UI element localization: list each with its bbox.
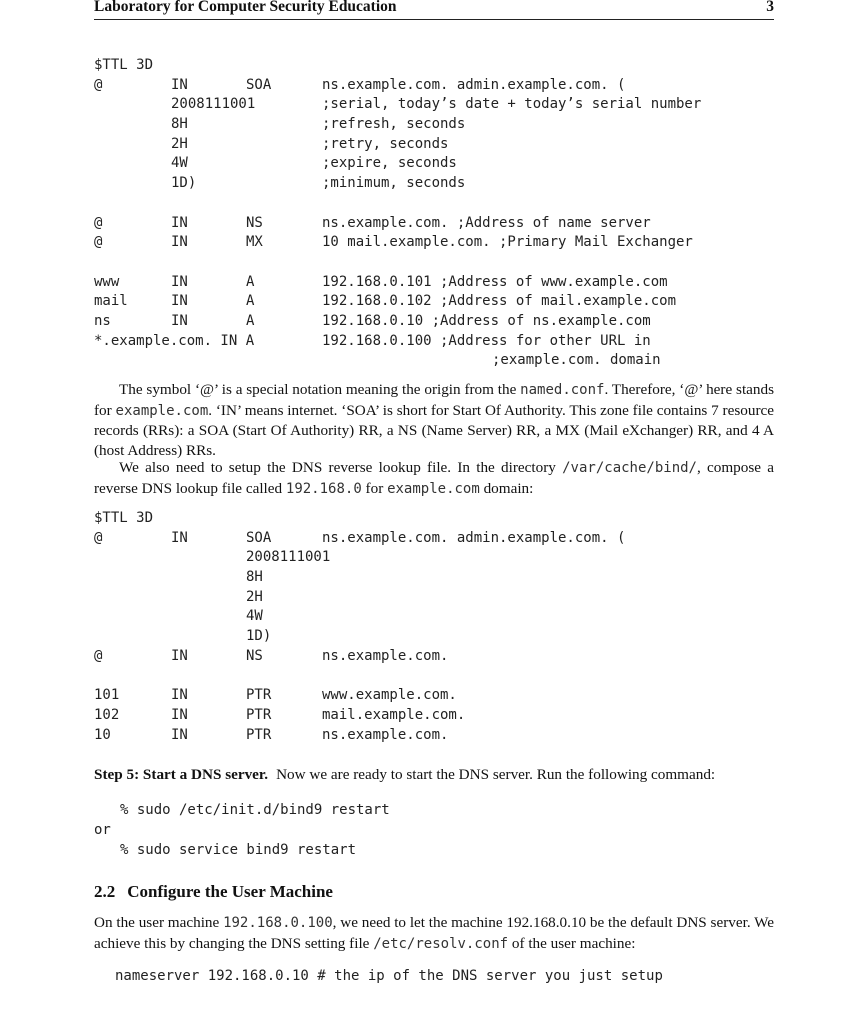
paragraph-reverse-lookup: [94, 458, 774, 499]
text: , we need to let the machine 192.168.0.10 be the default DNS server. We achieve this by changing the DNS setting file: [94, 914, 774, 952]
text: . ‘IN’ means internet. ‘SOA’ is short for Start Of Authority. This zone file contains 7 resource records (RRs): a SOA (Start Of Authority) RR, a NS (Name Server) RR, a MX (Mail eXchanger) RR, and 4 A (host Address) RRs.: [94, 401, 774, 459]
record-class: IN: [171, 293, 188, 310]
record-type: A: [246, 312, 255, 329]
or-label: or: [94, 822, 111, 838]
record-class: IN: [171, 647, 188, 664]
record-type: PTR: [246, 687, 272, 704]
text: for: [361, 479, 388, 497]
soa-comment: ;serial, today’s date + today’s serial number: [322, 96, 702, 113]
soa-field: 2008111001: [246, 549, 331, 566]
record-name: @: [94, 76, 103, 93]
soa-comment: ;retry, seconds: [322, 135, 449, 152]
record-name: 101: [94, 687, 120, 704]
record-class: IN: [171, 214, 188, 231]
text: On the user machine: [94, 914, 224, 931]
record-class: IN: [171, 529, 188, 546]
record-class: IN: [171, 312, 188, 329]
record-name: 10: [94, 726, 111, 743]
page-header: [94, 0, 774, 20]
wildcard-value: 192.168.0.100 ;Address for other URL in: [322, 332, 651, 349]
record-value: ns.example.com.: [322, 726, 449, 743]
record-value: 10 mail.example.com. ;Primary Mail Exchanger: [322, 234, 693, 251]
record-class: IN: [171, 76, 188, 93]
record-type: MX: [246, 234, 263, 251]
text: of the user machine:: [508, 934, 636, 952]
record-value: ns.example.com. admin.example.com. (: [322, 529, 626, 546]
record-name: @: [94, 214, 103, 231]
record-class: IN: [171, 726, 188, 743]
record-value: ns.example.com. admin.example.com. (: [322, 76, 626, 93]
record-value: 192.168.0.10 ;Address of ns.example.com: [322, 312, 651, 329]
record-type: SOA: [246, 529, 272, 546]
inline-code: named.conf: [520, 382, 605, 398]
text: We also need to setup the DNS reverse lookup file. In the directory: [119, 459, 563, 476]
command-restart-initd: % sudo /etc/init.d/bind9 restart: [120, 802, 390, 818]
section-title: Configure the User Machine: [127, 882, 333, 901]
record-name: @: [94, 234, 103, 251]
record-class: IN: [171, 706, 188, 723]
inline-code: /etc/resolv.conf: [373, 935, 509, 952]
record-type: A: [246, 293, 255, 310]
soa-field: 1D): [246, 628, 272, 645]
ttl-line: $TTL 3D: [94, 510, 154, 526]
inline-code: example.com: [115, 402, 209, 419]
record-name: www: [94, 273, 120, 290]
record-class: IN: [171, 273, 188, 290]
header-title: Laboratory for Computer Security Education: [94, 0, 397, 15]
text: domain:: [479, 479, 534, 497]
inline-code: 192.168.0.100: [223, 915, 333, 931]
soa-field: 4W: [246, 608, 263, 625]
record-class: IN: [171, 234, 188, 251]
page-number: 3: [766, 0, 774, 15]
inline-code: example.com: [387, 480, 480, 497]
soa-comment: ;refresh, seconds: [322, 116, 466, 133]
soa-field: 8H: [171, 116, 188, 133]
step5-title: Step 5: Start a DNS server.: [94, 766, 269, 783]
soa-field: 2H: [246, 588, 263, 605]
record-type: NS: [246, 214, 263, 231]
record-value: mail.example.com.: [322, 706, 466, 723]
text: , compose a reverse DNS lookup file called: [94, 459, 775, 497]
soa-field: 4W: [171, 155, 188, 172]
record-name: @: [94, 529, 103, 546]
step5-paragraph: [94, 766, 715, 784]
paragraph-user-machine: [94, 913, 774, 954]
record-value: 192.168.0.101 ;Address of www.example.com: [322, 273, 668, 290]
record-type: PTR: [246, 706, 272, 723]
section-heading: [94, 882, 333, 902]
reverse-file-code: [94, 509, 794, 745]
inline-code: /var/cache/bind/: [562, 460, 697, 476]
record-value: ns.example.com.: [322, 647, 449, 664]
soa-field: 8H: [246, 569, 263, 586]
record-name: mail: [94, 293, 128, 310]
wildcard-name: *.example.com. IN A: [94, 332, 255, 349]
record-type: NS: [246, 647, 263, 664]
record-value: ns.example.com. ;Address of name server: [322, 214, 651, 231]
record-name: ns: [94, 312, 111, 329]
command-restart-service: % sudo service bind9 restart: [120, 842, 357, 858]
record-value: 192.168.0.102 ;Address of mail.example.com: [322, 293, 677, 310]
inline-code: 192.168.0: [285, 480, 362, 497]
record-type: SOA: [246, 76, 272, 93]
soa-comment: ;expire, seconds: [322, 155, 457, 172]
record-type: A: [246, 273, 255, 290]
section-number: 2.2: [94, 882, 116, 901]
record-value: www.example.com.: [322, 687, 457, 704]
zone-file-code: [94, 56, 794, 371]
text: . Therefore, ‘@’ here stands for: [94, 381, 775, 419]
record-name: 102: [94, 706, 120, 723]
soa-comment: ;minimum, seconds: [322, 175, 466, 192]
soa-field: 2008111001: [171, 96, 256, 113]
wildcard-comment: ;example.com. domain: [492, 352, 661, 369]
nameserver-line: nameserver 192.168.0.10 # the ip of the DNS server you just setup: [115, 968, 663, 984]
step5-text: Now we are ready to start the DNS server. Run the following command:: [276, 766, 716, 783]
ttl-line: $TTL 3D: [94, 57, 154, 73]
soa-field: 2H: [171, 135, 188, 152]
record-name: @: [94, 647, 103, 664]
text: The symbol ‘@’ is a special notation meaning the origin from the: [119, 381, 521, 398]
soa-field: 1D): [171, 175, 197, 192]
record-type: PTR: [246, 726, 272, 743]
paragraph-zone-explanation: [94, 380, 774, 460]
record-class: IN: [171, 687, 188, 704]
